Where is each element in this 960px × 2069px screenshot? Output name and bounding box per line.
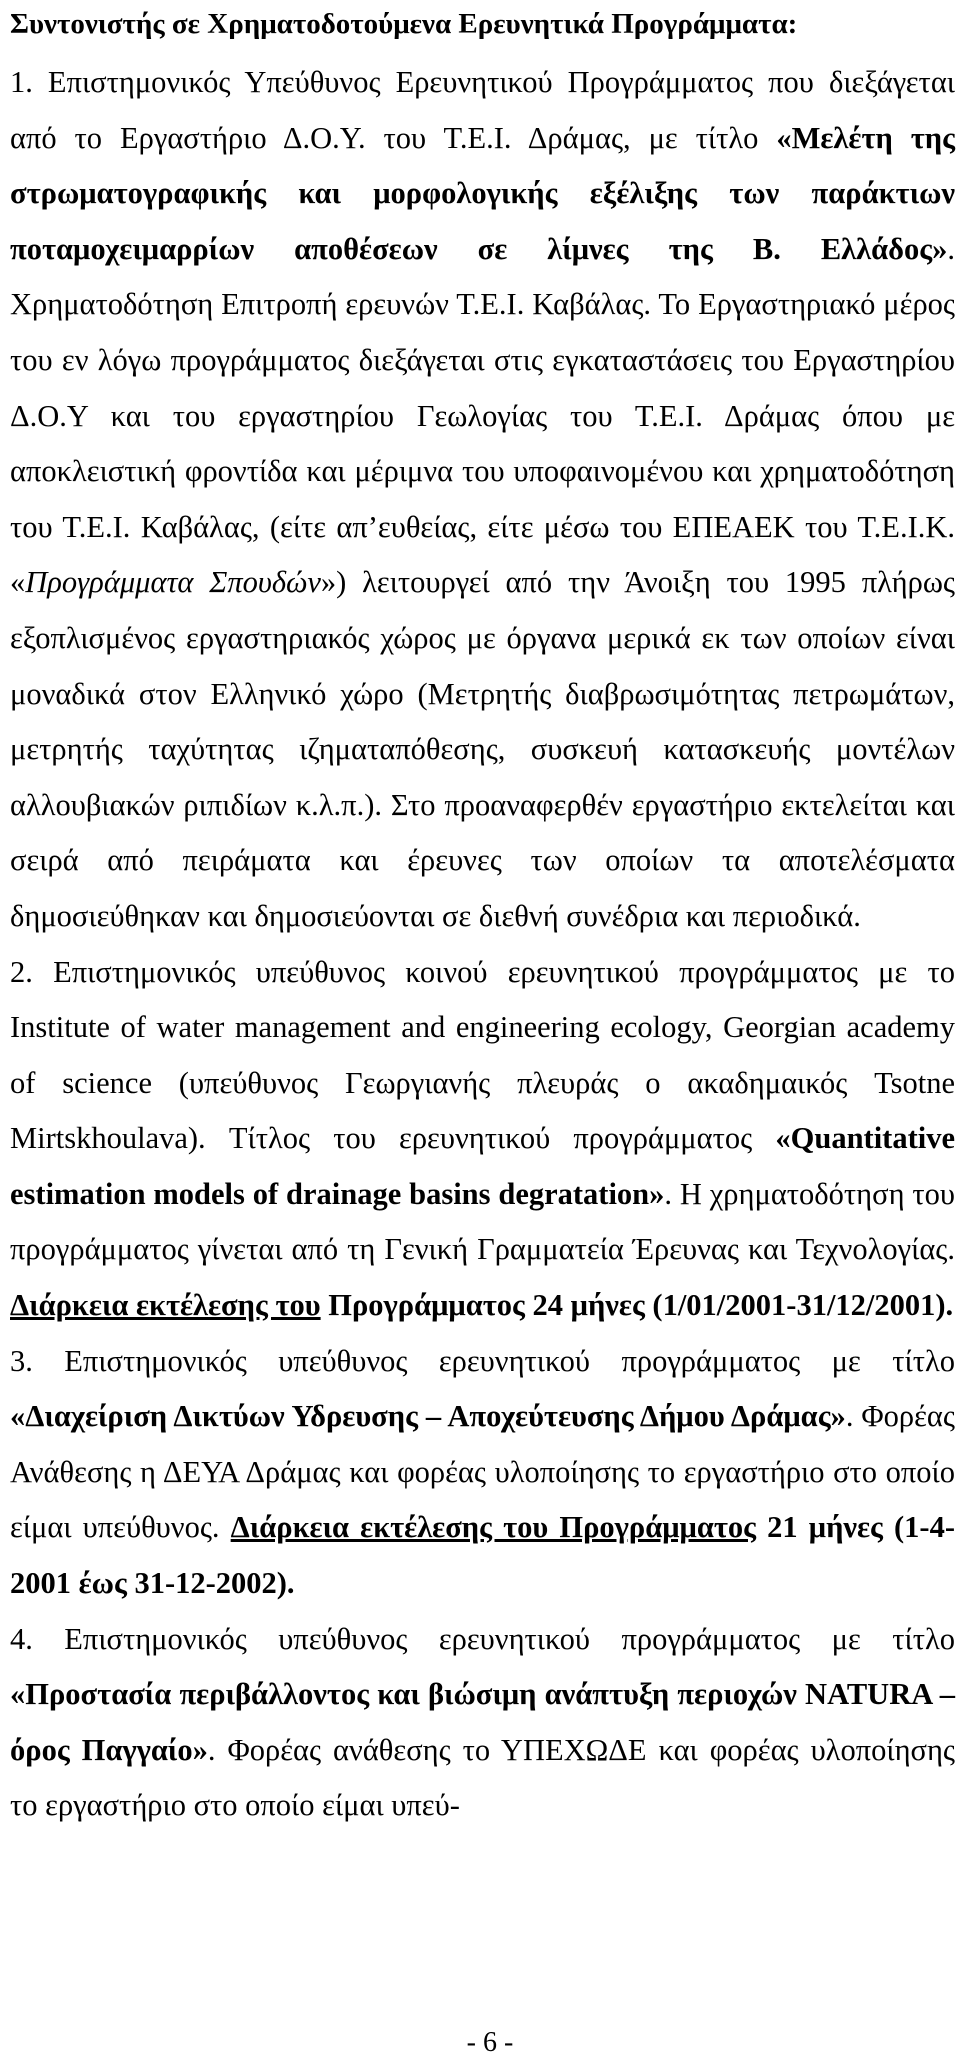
project-1-program-name: Προγράμματα Σπουδών bbox=[25, 565, 321, 600]
project-item-4 bbox=[10, 1612, 955, 1834]
project-4-assignment: . Φορέας ανάθεσης το ΥΠΕΧΩΔΕ και φορέας υλοποίησης το εργαστήριο στο οποίο είμαι υπεύ- bbox=[10, 1732, 955, 1823]
section-heading: Συντονιστής σε Χρηματοδοτούμενα Ερευνητικά Προγράμματα: bbox=[10, 8, 798, 40]
project-2-duration-value: Προγράμματος 24 μήνες (1/01/2001-31/12/2001). bbox=[320, 1288, 954, 1323]
project-4-intro: 4. Επιστημονικός υπεύθυνος ερευνητικού προγράμματος με τίτλο bbox=[10, 1621, 955, 1656]
project-2-duration-label: Διάρκεια εκτέλεσης του bbox=[10, 1288, 321, 1323]
project-item-1 bbox=[10, 55, 955, 945]
project-3-assignment: . Φορέας Ανάθεσης η ΔΕΥΑ Δράμας και φορέας υλοποίησης το εργαστήριο στο οποίο είμαι υπεύθυνος. bbox=[10, 1399, 955, 1545]
project-1-intro: 1. Επιστημονικός Υπεύθυνος Ερευνητικού Προγράμματος που διεξάγεται από το Εργαστήριο Δ.Ο.Υ. του Τ.Ε.Ι. Δράμας, με τίτλο bbox=[10, 65, 955, 155]
project-item-3 bbox=[10, 1334, 955, 1612]
project-4-title: «Προστασία περιβάλλοντος και βιώσιμη ανάπτυξη περιοχών NATURA – όρος Παγγαίο» bbox=[10, 1677, 955, 1767]
project-3-title: «Διαχείριση Δικτύων Υδρευσης – Αποχεύτευσης Δήμου Δράμας» bbox=[10, 1399, 846, 1434]
project-item-2 bbox=[10, 945, 955, 1334]
page-number: - 6 - bbox=[466, 2027, 514, 2058]
project-3-duration-value: 21 μήνες (1-4-2001 έως 31-12-2002). bbox=[10, 1510, 955, 1601]
project-2-funding: . Η χρηματοδότηση του προγράμματος γίνεται από τη Γενική Γραμματεία Έρευνας και Τεχνολογίας. bbox=[10, 1176, 955, 1267]
project-3-intro: 3. Επιστημονικός υπεύθυνος ερευνητικού προγράμματος με τίτλο bbox=[10, 1343, 955, 1378]
project-2-intro: 2. Επιστημονικός υπεύθυνος κοινού ερευνητικού προγράμματος με το Institute of water management and engineering ecology, Georgian academy of science (υπεύθυνος Γεωργιανής πλευράς ο ακαδημαικός Tsotne Mirtskhoulava). Τίτλος του ερευνητικού προγράμματος bbox=[10, 954, 955, 1156]
project-1-details: . Χρηματοδότηση Επιτροπή ερευνών Τ.Ε.Ι. Καβάλας. Το Εργαστηριακό μέρος του εν λόγω προγράμματος διεξάγεται στις εγκαταστάσεις του Εργαστηρίου Δ.Ο.Υ και του εργαστηρίου Γεωλογίας του Τ.Ε.Ι. Δράμας όπου με αποκλειστική φροντίδα και μέριμνα του υποφαινομένου και χρηματοδότηση του Τ.Ε.Ι. Καβάλας, (είτε απ’ευθείας, είτε μέσω του ΕΠΕΑΕΚ του Τ.Ε.Ι.Κ. « bbox=[10, 231, 955, 600]
project-1-title: «Μελέτη της στρωματογραφικής και μορφολογικής εξέλιξης των παράκτιων ποταμοχειμαρρίων αποθέσεων σε λίμνες της Β. Ελλάδος» bbox=[10, 120, 955, 266]
project-2-title: «Quantitative estimation models of drainage basins degratation» bbox=[10, 1121, 955, 1211]
document-page bbox=[10, 0, 955, 2069]
project-3-duration-label: Διάρκεια εκτέλεσης του Προγράμματος bbox=[230, 1510, 757, 1545]
project-1-description: ») λειτουργεί από την Άνοιξη του 1995 πλήρως εξοπλισμένος εργαστηριακός χώρος με όργανα μερικά εκ των οποίων είναι μοναδικά στον Ελληνικό χώρο (Μετρητής διαβρωσιμότητας πετρωμάτων, μετρητής ταχύτητας ιζηματαπόθεσης, συσκευή κατασκευής μοντέλων αλλουβιακών ριπιδίων κ.λ.π.). Στο προαναφερθέν εργαστήριο εκτελείται και σειρά από πειράματα και έρευνες των οποίων τα αποτελέσματα δημοσιεύθηκαν και δημοσιεύονται σε διεθνή συνέδρια και περιοδικά. bbox=[10, 565, 955, 933]
